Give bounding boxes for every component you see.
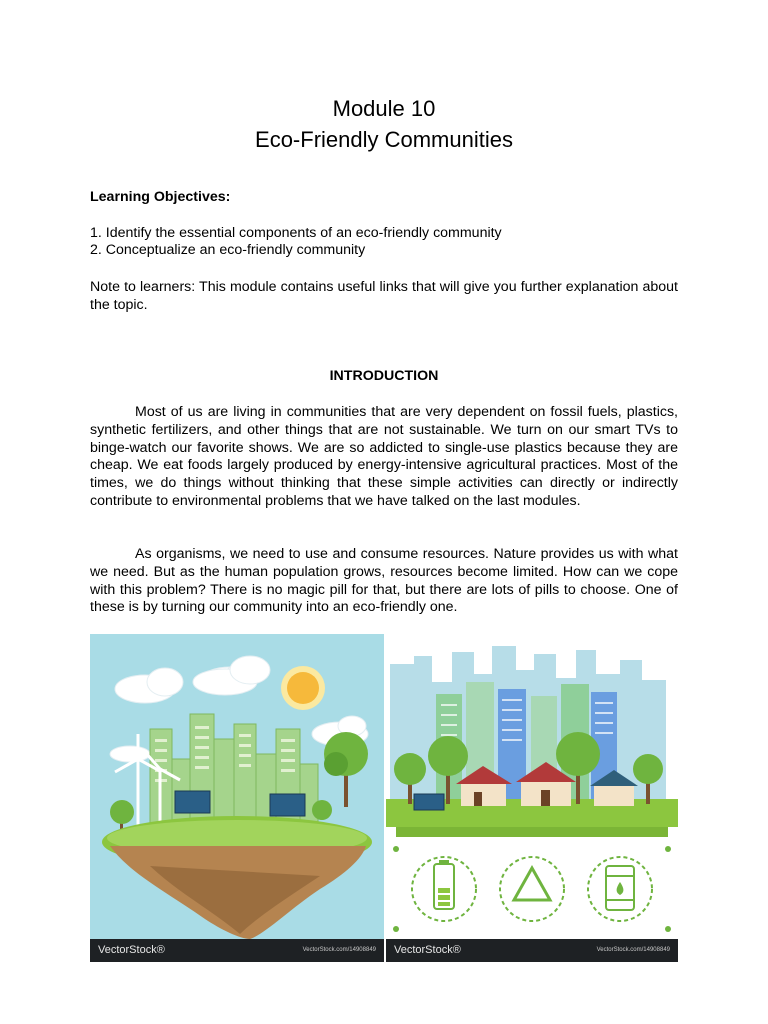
solar-panel-icon: [414, 794, 444, 810]
eco-city-image: [386, 634, 678, 939]
module-number: Module 10: [332, 96, 436, 121]
watermark-brand: VectorStock®: [394, 944, 461, 956]
watermark-bar: [90, 939, 384, 962]
watermark-brand: VectorStock®: [98, 944, 165, 956]
watermark-url: VectorStock.com/14908849: [302, 947, 376, 953]
eco-community-illustration: [90, 634, 678, 962]
note-to-learners: Note to learners: This module contains useful links that will give you further explanation about the topic.: [90, 279, 678, 313]
objective-item: 2. Conceptualize an eco-friendly community: [90, 242, 366, 258]
page-title: Eco-Friendly Communities: [255, 127, 513, 152]
floating-island-panel: [90, 634, 384, 962]
objective-item: 1. Identify the essential components of an eco-friendly community: [90, 225, 502, 241]
introduction-heading: INTRODUCTION: [329, 368, 439, 384]
objectives-heading: Learning Objectives:: [90, 189, 231, 205]
eco-city-panel: [386, 634, 678, 962]
sun-icon: [281, 666, 325, 710]
intro-paragraph: Most of us are living in communities that are very dependent on fossil fuels, plastics, synthetic fertilizers, and other things that are not sustainable. We turn on our smart TVs to binge-watch our favorite shows. We are so addicted to single-use plastics because they are cheap. We eat foods largely produced by energy-intensive agricultural practices. Most of the times, we do things without thinking that these simple activities can directly or indirectly contribute to environmental problems that we have talked on the last modules.: [90, 404, 678, 509]
intro-paragraph: As organisms, we need to use and consume resources. Nature provides us with what we need. But as the human population grows, resources become limited. How can we cope with this problem? There is no magic pill for that, but there are lots of pills to choose. One of these is by turning our community into an eco-friendly one.: [90, 546, 678, 616]
watermark-url: VectorStock.com/14908849: [596, 947, 670, 953]
floating-island-image: [90, 634, 384, 939]
watermark-bar: [386, 939, 678, 962]
